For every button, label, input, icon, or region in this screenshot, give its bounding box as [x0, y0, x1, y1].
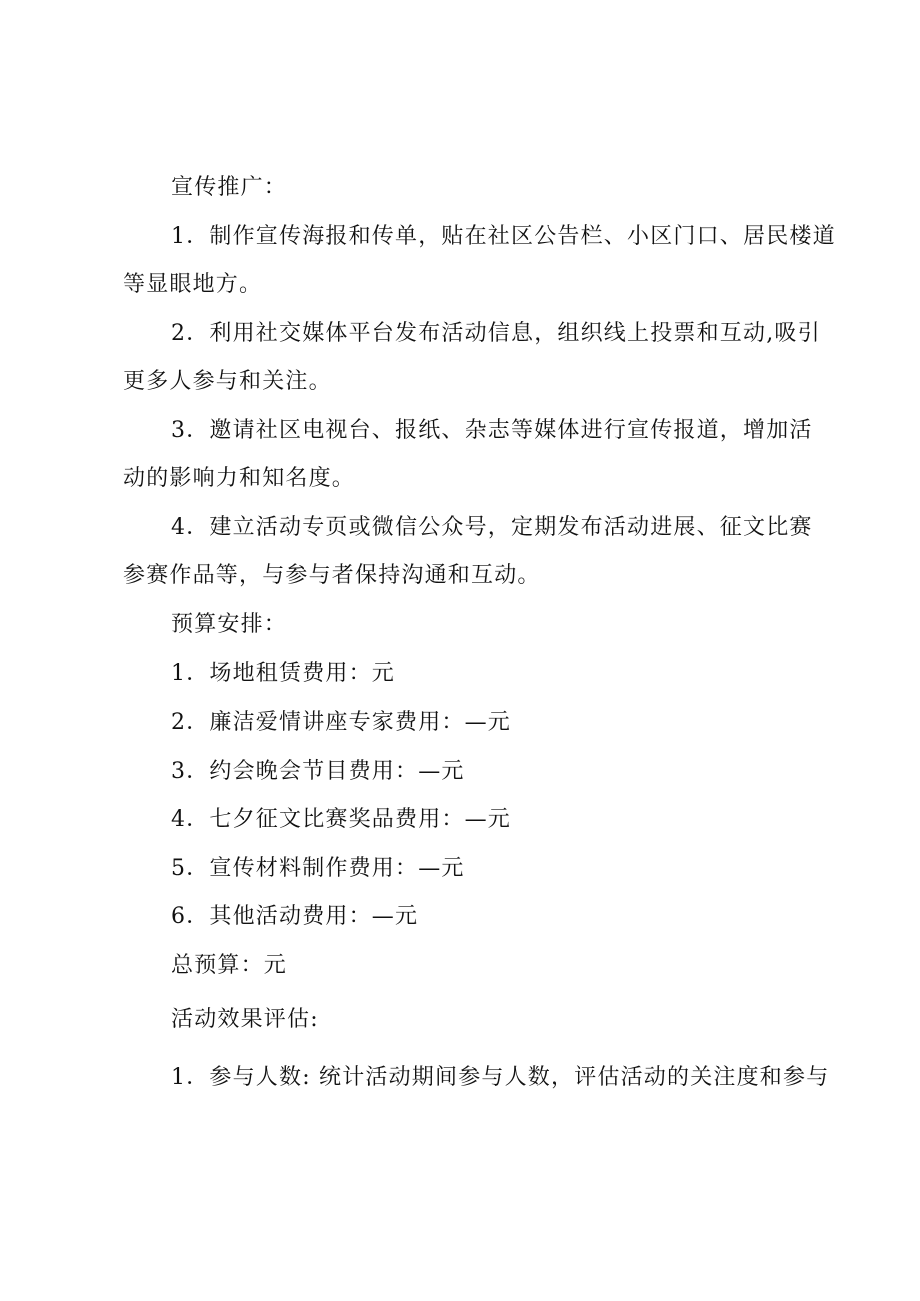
section-heading-budget: 预算安排： [171, 612, 288, 637]
budget-item-3: 3．约会晚会节目费用：—元 [171, 759, 465, 784]
budget-total: 总预算：元 [171, 953, 288, 978]
promotion-item-2-line-1: 2．利用社交媒体平台发布活动信息，组织线上投票和互动,吸引 [171, 321, 821, 346]
budget-item-6: 6．其他活动费用：—元 [171, 904, 419, 929]
budget-item-2: 2．廉洁爱情讲座专家费用：—元 [171, 710, 511, 735]
budget-item-4: 4．七夕征文比赛奖品费用：—元 [171, 807, 511, 832]
promotion-item-4-line-2: 参赛作品等，与参与者保持沟通和互动。 [123, 563, 541, 588]
section-heading-evaluation: 活动效果评估: [171, 1007, 319, 1032]
promotion-item-3-line-2: 动的影响力和知名度。 [123, 466, 356, 491]
promotion-item-1-line-2: 等显眼地方。 [123, 272, 263, 297]
budget-item-5: 5．宣传材料制作费用：—元 [171, 856, 465, 881]
promotion-item-4-line-1: 4．建立活动专页或微信公众号，定期发布活动进展、征文比赛 [171, 515, 813, 540]
section-heading-promotion: 宣传推广： [171, 175, 288, 200]
promotion-item-2-line-2: 更多人参与和关注。 [123, 369, 332, 394]
evaluation-item-1: 1．参与人数: 统计活动期间参与人数，评估活动的关注度和参与 [171, 1065, 830, 1090]
budget-item-1: 1．场地租赁费用：元 [171, 661, 395, 686]
promotion-item-1-line-1: 1．制作宣传海报和传单，贴在社区公告栏、小区门口、居民楼道 [171, 224, 836, 249]
promotion-item-3-line-1: 3．邀请社区电视台、报纸、杂志等媒体进行宣传报道，增加活 [171, 418, 813, 443]
